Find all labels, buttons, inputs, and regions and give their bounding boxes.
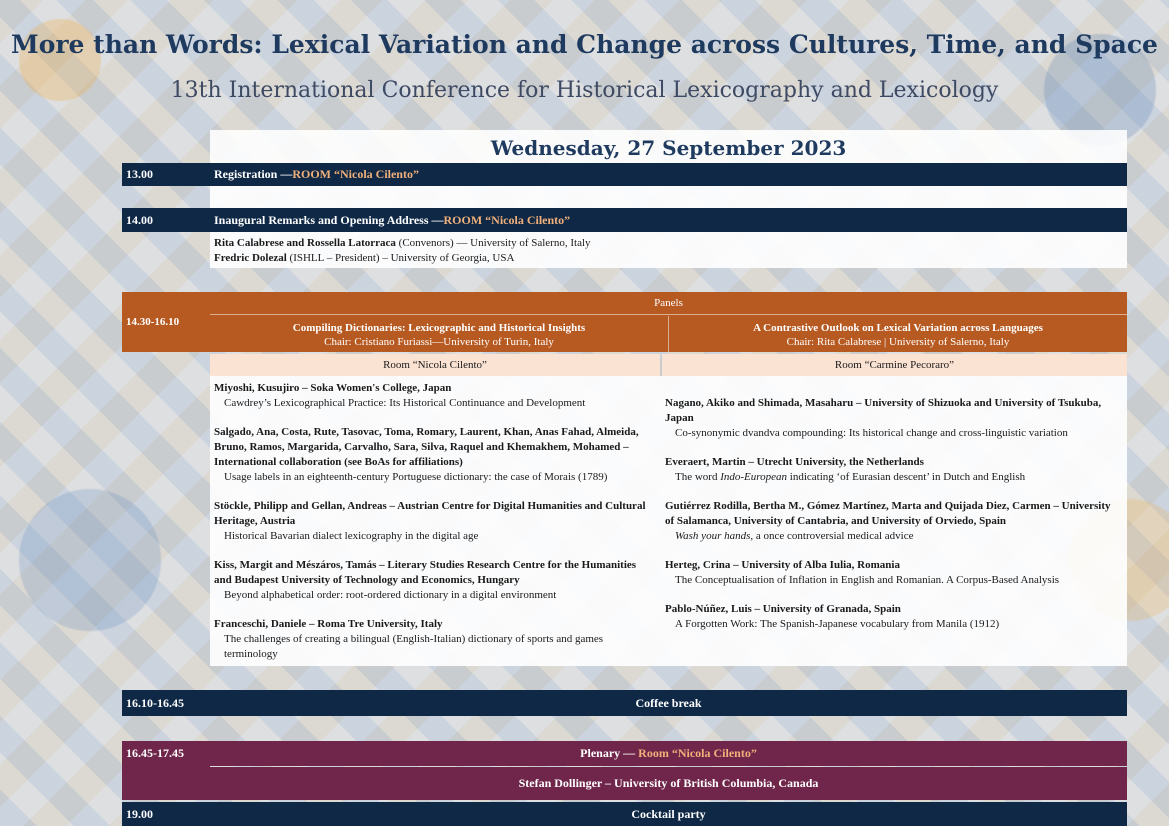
day-heading: Wednesday, 27 September 2023 xyxy=(210,130,1127,163)
plenary-row xyxy=(122,741,1127,766)
panels-header xyxy=(210,292,1127,352)
talk-title xyxy=(665,470,1115,485)
plenary-room: Room “Nicola Cilento” xyxy=(638,746,757,760)
talk-authors: Pablo-Núñez, Luis – University of Granada, Spain xyxy=(665,603,901,615)
talk-authors: Salgado, Ana, Costa, Rute, Tasovac, Toma, Romary, Laurent, Khan, Anas Fahad, Almeida, Bruno, Ramos, Margarida, Carvalho, Sara, Silva, Raquel and Khemakhem, Mohamed – International collaboration (see BoAs for affiliations) xyxy=(214,426,639,468)
talk-title: Beyond alphabetical order: root-ordered dictionary in a digital environment xyxy=(224,589,557,601)
talk-authors: Nagano, Akiko and Shimada, Masaharu – University of Shizuoka and University of Tsukuba, Japan xyxy=(665,397,1102,424)
panel-left-header xyxy=(210,316,669,352)
plenary-speaker: Stefan Dollinger – University of British Columbia, Canada xyxy=(518,776,819,790)
talk-title-part: The word xyxy=(675,471,721,483)
opening-row xyxy=(122,208,1127,232)
talk-entry xyxy=(214,617,654,662)
opening-person xyxy=(214,251,1127,266)
cocktail-row xyxy=(122,802,1127,826)
person-affiliation: (ISHLL – President) – University of Georgia, USA xyxy=(286,252,515,264)
talk-title-part: , a once controversial medical advice xyxy=(750,530,914,542)
talk-entry xyxy=(665,558,1115,588)
panel-right-chair: Chair: Rita Calabrese | University of Salerno, Italy xyxy=(786,336,1010,348)
talk-title-part: indicating ‘of Eurasian descent’ in Dutch and English xyxy=(787,471,1026,483)
person-name: Rita Calabrese and Rossella Latorraca xyxy=(214,237,396,249)
talk-authors: Kiss, Margit and Mészáros, Tamás – Literary Studies Research Centre for the Humanities and Budapest University of Technology and Economics, Hungary xyxy=(214,559,637,586)
opening-text: Inaugural Remarks and Opening Address — xyxy=(214,212,444,227)
talk-title-italic: Indo-European xyxy=(720,471,788,483)
person-name: Fredric Dolezal xyxy=(214,252,287,264)
panels-label: Panels xyxy=(210,292,1127,315)
talk-authors: Herteg, Crina – University of Alba Iulia, Romania xyxy=(665,559,900,571)
panel-right-room: Room “Carmine Pecoraro” xyxy=(662,354,1127,376)
talk-title: Usage labels in an eighteenth-century Portuguese dictionary: the case of Morais (1789) xyxy=(224,471,608,483)
plenary-label xyxy=(210,741,1127,766)
talk-title-italic: Wash your hands xyxy=(675,530,751,542)
panel-left-title: Compiling Dictionaries: Lexicographic and Historical Insights xyxy=(292,322,586,334)
talk-title: Co-synonymic dvandva compounding: Its historical change and cross-linguistic variation xyxy=(675,427,1068,439)
coffee-time: 16.10-16.45 xyxy=(126,695,184,710)
conference-title: More than Words: Lexical Variation and Change across Cultures, Time, and Space xyxy=(11,30,1158,59)
registration-time: 13.00 xyxy=(126,167,153,181)
talk-title: Historical Bavarian dialect lexicography in the digital age xyxy=(224,530,479,542)
opening-label xyxy=(214,208,570,232)
talk-authors: Miyoshi, Kusujiro – Soka Women's College, Japan xyxy=(214,382,452,394)
talk-entry xyxy=(665,602,1115,632)
talk-title: The challenges of creating a bilingual (English-Italian) dictionary of sports and games terminology xyxy=(224,633,604,660)
registration-room: ROOM “Nicola Cilento” xyxy=(292,167,419,181)
panels-time: 14.30-16.10 xyxy=(122,292,210,352)
talk-authors: Stöckle, Philipp and Gellan, Andreas – Austrian Centre for Digital Humanities and Cultural Heritage, Austria xyxy=(214,500,646,527)
person-affiliation: (Convenors) — University of Salerno, Italy xyxy=(395,237,591,249)
coffee-row xyxy=(122,690,1127,716)
talk-entry xyxy=(214,425,654,485)
talk-entry xyxy=(214,381,654,411)
panel-right-header xyxy=(669,316,1127,352)
registration-label xyxy=(214,163,419,186)
panel-right-title: A Contrastive Outlook on Lexical Variation across Languages xyxy=(753,322,1043,334)
talk-title: The Conceptualisation of Inflation in English and Romanian. A Corpus-Based Analysis xyxy=(675,574,1060,586)
opening-person xyxy=(214,236,1127,251)
plenary-speaker-row xyxy=(210,767,1127,800)
cocktail-time: 19.00 xyxy=(126,806,153,821)
talk-authors: Everaert, Martin – Utrecht University, the Netherlands xyxy=(665,456,924,468)
conference-subtitle: 13th International Conference for Historical Lexicography and Lexicology xyxy=(170,78,999,103)
plenary-text: Plenary — xyxy=(580,746,636,760)
cocktail-label: Cocktail party xyxy=(631,806,706,821)
coffee-label: Coffee break xyxy=(635,695,702,710)
panel-left-room: Room “Nicola Cilento” xyxy=(210,354,660,376)
plenary-time-extension xyxy=(122,766,210,800)
left-talks xyxy=(214,381,654,676)
registration-text: Registration — xyxy=(214,167,293,181)
panel-left-chair: Chair: Cristiano Furiassi—University of Turin, Italy xyxy=(324,336,554,348)
registration-spacer xyxy=(210,186,1127,208)
opening-time: 14.00 xyxy=(126,212,153,227)
talk-title: Cawdrey’s Lexicographical Practice: Its Historical Continuance and Development xyxy=(224,397,586,409)
plenary-time: 16.45-17.45 xyxy=(126,746,184,760)
talk-title: A Forgotten Work: The Spanish-Japanese vocabulary from Manila (1912) xyxy=(675,618,1000,630)
talk-authors: Gutiérrez Rodilla, Bertha M., Gómez Martínez, Marta and Quijada Diez, Carmen – University of Salamanca, University of Cantabria, and University of Orviedo, Spain xyxy=(665,500,1111,527)
right-talks xyxy=(665,396,1115,646)
talk-entry xyxy=(665,455,1115,485)
talk-title xyxy=(665,529,1115,544)
talk-authors: Franceschi, Daniele – Roma Tre University, Italy xyxy=(214,618,443,630)
opening-room: ROOM “Nicola Cilento” xyxy=(443,212,571,227)
talk-entry xyxy=(665,499,1115,544)
talk-entry xyxy=(214,558,654,603)
talk-entry xyxy=(665,396,1115,441)
registration-row xyxy=(122,163,1127,186)
opening-people xyxy=(210,232,1127,268)
talk-entry xyxy=(214,499,654,544)
